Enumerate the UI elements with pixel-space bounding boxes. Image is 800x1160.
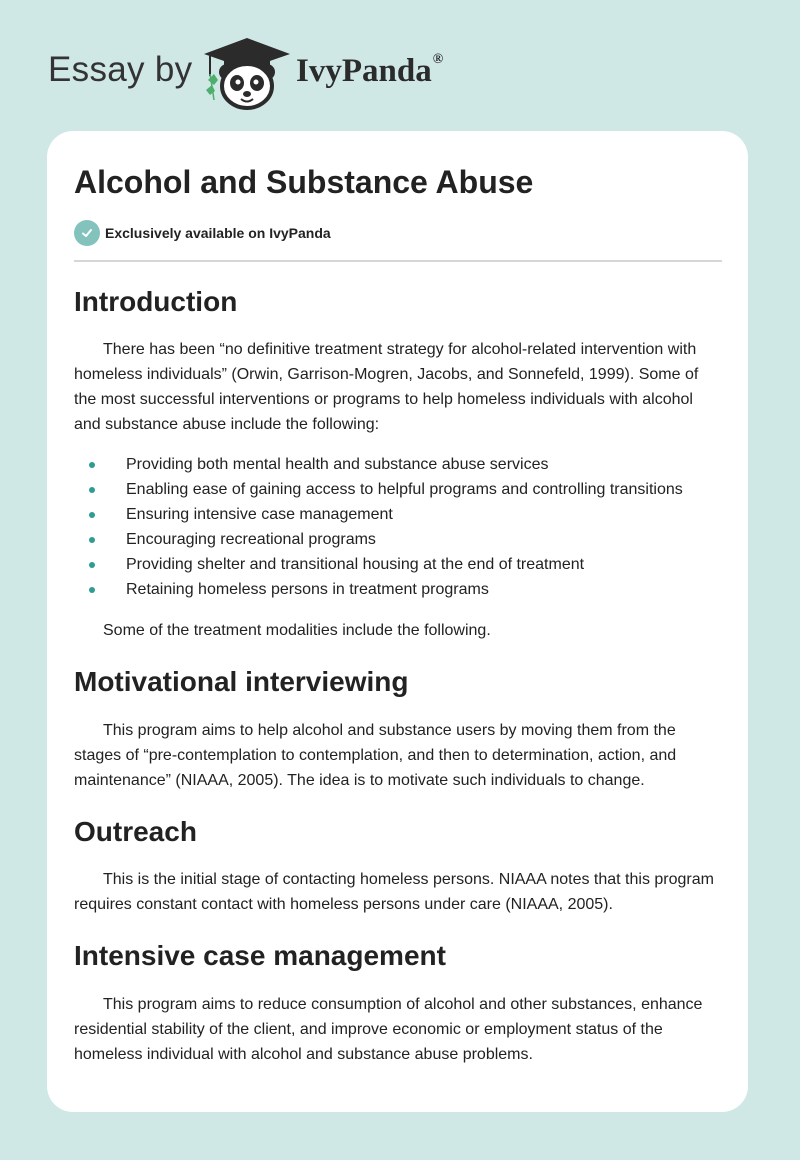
section-heading-case-management: Intensive case management: [74, 940, 446, 972]
essay-by-label: Essay by: [48, 50, 193, 89]
motivational-paragraph: This program aims to help alcohol and substance users by moving them from the stages of “pre-contemplation to contemplation, and then to determination, action, and maintenance” (NIAAA, 2005). The idea is to motivate such individuals to change.: [74, 721, 677, 789]
site-header: [0, 0, 800, 130]
brand-logo-text[interactable]: IvyPanda®: [296, 52, 444, 89]
panda-logo-icon[interactable]: [200, 36, 294, 112]
exclusive-badge-label: Exclusively available on IvyPanda: [105, 225, 331, 242]
checkmark-icon: [74, 220, 100, 246]
registered-mark: ®: [432, 52, 444, 67]
case-management-paragraph: This program aims to reduce consumption of alcohol and other substances, enhance residential stability of the client, and improve economic or employment status of the homeless individual with alcohol and substance abuse problems.: [74, 995, 703, 1063]
list-item: Providing shelter and transitional housing at the end of treatment: [74, 552, 722, 577]
intro-bullet-list: [74, 452, 722, 602]
section-heading-motivational: Motivational interviewing: [74, 665, 409, 697]
outreach-paragraph: This is the initial stage of contacting homeless persons. NIAAA notes that this program requires constant contact with homeless persons under care (NIAAA, 2005).: [74, 871, 714, 914]
list-item: Encouraging recreational programs: [74, 527, 722, 552]
modalities-paragraph: Some of the treatment modalities include the following.: [103, 621, 491, 639]
list-item: Enabling ease of gaining access to helpful programs and controlling transitions: [74, 477, 722, 502]
section-heading-introduction: Introduction: [74, 286, 238, 318]
article-card: [47, 131, 748, 1112]
list-item: Ensuring intensive case management: [74, 502, 722, 527]
list-item: Providing both mental health and substance abuse services: [74, 452, 722, 477]
exclusive-badge: [74, 219, 722, 247]
intro-paragraph: There has been “no definitive treatment strategy for alcohol-related intervention with homeless individuals” (Orwin, Garrison-Mogren, Jacobs, and Sonnefeld, 1999). Some of the most successful interventions or programs to help homeless individuals with alcohol and substance abuse include the following:: [74, 340, 699, 433]
page-title: Alcohol and Substance Abuse: [74, 164, 534, 200]
list-item: Retaining homeless persons in treatment programs: [74, 577, 722, 602]
section-heading-outreach: Outreach: [74, 815, 197, 847]
title-divider: [74, 260, 722, 262]
